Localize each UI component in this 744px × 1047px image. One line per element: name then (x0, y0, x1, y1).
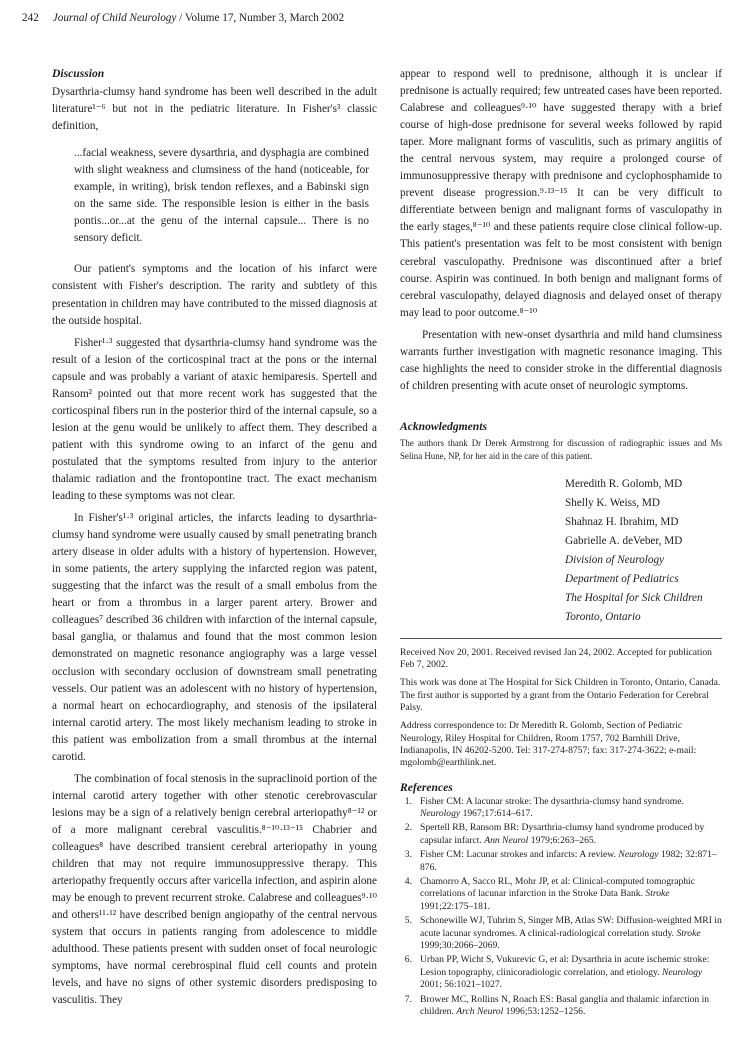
affiliation-line: Toronto, Ontario (565, 610, 641, 623)
reference-item: 3. Fisher CM: Lacunar strokes and infarcts: A review. Neurology 1982; 32:871–876. (404, 849, 717, 873)
discussion-paragraph-1: Our patient's symptoms and the location of his infarct were consistent with Fisher's description. The rarity and subtlety of this presentation in children may have contributed to the missed diagnosis at the outside hospital. (52, 263, 377, 327)
affiliation-line: Department of Pediatrics (565, 572, 679, 585)
discussion-intro: Dysarthria-clumsy hand syndrome has been well described in the adult literature¹⁻⁶ but not in the pediatric literature. In Fisher's³ classic definition, (52, 86, 377, 133)
fisher-quote: ...facial weakness, severe dysarthria, and dysphagia are combined with slight weakness and clumsiness of the hand (noticeable, for example, in writing), brisk tendon reflexes, and a Babinski sign on the same side. The responsible lesion is either in the basis pontis...or...at the genu of the internal capsule... There is no sensory deficit. (74, 147, 369, 245)
affiliation-line: The Hospital for Sick Children (565, 591, 703, 604)
discussion-paragraph-6: Presentation with new-onset dysarthria and mild hand clumsiness warrants further investigation with magnetic resonance imaging. This case highlights the need to consider stroke in the differential diagnosis of children presenting with acute onset of neurologic symptoms. (400, 328, 722, 392)
footnote-divider (400, 638, 722, 639)
author-name: Shahnaz H. Ibrahim, MD (565, 515, 679, 528)
correspondence-note: Address correspondence to: Dr Meredith R. Golomb, Section of Pediatric Neurology, Riley Hospital for Children, Room 1757, 702 Barnhill Drive, Indianapolis, IN 46202-5200. Tel: 317-274-8757; fax: 317-274-3622; e-mail: mgolomb@earthlink.net. (400, 720, 697, 769)
author-name: Meredith R. Golomb, MD (565, 477, 683, 490)
received-note: Received Nov 20, 2001. Received revised Jan 24, 2002. Accepted for publication Feb 7, 2002. (400, 646, 712, 671)
reference-item: 5. Schonewille WJ, Tuhrim S, Singer MB, Atlas SW: Diffusion-weighted MRI in acute lacunar syndromes. A clinical-radiological correlation study. Stroke 1999;30:2066–2069. (404, 915, 722, 952)
journal-title: Journal of Child Neurology (52, 12, 177, 24)
acknowledgments-text: The authors thank Dr Derek Armstrong for discussion of radiographic issues and Ms Selina Hune, NP, for her aid in the care of this patient. (400, 437, 722, 461)
discussion-paragraph-5: appear to respond well to prednisone, although it is unclear if prednisone is actually required; few untreated cases have been reported. Calabrese and colleagues⁹·¹⁰ have suggested therapy with a brief course of high-dose prednisone for several weeks followed by rapid taper. More malignant forms of vasculitis, such as primary angiitis of the central nervous system, may require a prolonged course of immunosuppressive therapy with prednisone and cyclophosphamide to prevent disease progression.⁹·¹³⁻¹⁵ It can be very difficult to differentiate between benign and malignant forms of vasculopathy in the early stages,⁸⁻¹⁰ and these patients require close clinical follow-up. This patient's presentation was felt to be most consistent with benign cerebral vasculopathy. Prednisone was discontinued after a brief course. Aspirin was continued. In both benign and malignant forms of cerebral vasculopathy, delayed diagnosis and delayed onset of therapy may lead to poor outcome.⁸⁻¹⁰ (400, 68, 722, 319)
journal-issue: / Volume 17, Number 3, March 2002 (176, 12, 345, 24)
acknowledgments-heading: Acknowledgments (400, 419, 487, 433)
reference-item: 4. Chamorro A, Sacco RL, Mohr JP, et al: Clinical-computed tomographic correlations of lacunar infarction in the Stroke Data Bank. Stroke 1991;22:175–181. (404, 876, 695, 912)
discussion-paragraph-2: Fisher¹·³ suggested that dysarthria-clumsy hand syndrome was the result of a lesion of the corticospinal tract at the pons or the internal capsule and was probably a variant of ataxic hemiparesis. Spertell and Ransom² pointed out that more recent work has suggested that the corticospinal fibers run in the posterior third of the internal capsule, so a lesion at the genu would be unlikely to affect them. They described a patient with this syndrome owing to an infarct of the genu and postulated that the symptoms resulted from injury to the anterior thalamic radiation and the frontopontine tract. The exact mechanism leading to these symptoms was not clear. (52, 336, 377, 503)
running-header (22, 12, 344, 24)
support-note: This work was done at The Hospital for Sick Children in Toronto, Ontario, Canada. The first author is supported by a grant from the Ontario Federation for Cerebral Palsy. (400, 677, 721, 714)
left-column (52, 66, 377, 1009)
reference-list (400, 796, 722, 1019)
discussion-paragraph-3: In Fisher's¹·³ original articles, the infarcts leading to dysarthria-clumsy hand syndrome were usually caused by small penetrating branch artery disease in older adults with a history of hypertension. However, in some patients, the artery supplying the infarcted region was patent, suggesting that the infarct was the result of a small embolus from the heart or from a thrombus in a larger parent artery. Brower and colleagues⁷ described 36 children with infarction of the internal capsule, basal ganglia, or thalamus and found that the most common lesion demonstrated on magnetic resonance angiography was a large vessel occlusion with secondary occlusion of downstream small penetrating vessels. Our patient was an adolescent with no history of hypertension, a normal heart on echocardiography, and stenosis of the ipsilateral internal carotid artery. The most likely mechanism leading to stroke in this patient was embolization from a small thrombus at the internal carotid. (52, 512, 377, 763)
author-name: Gabrielle A. deVeber, MD (565, 534, 683, 547)
author-block (565, 475, 722, 627)
page-number: 242 (22, 12, 39, 24)
author-name: Shelly K. Weiss, MD (565, 496, 660, 509)
reference-item: 2. Spertell RB, Ransom BR: Dysarthria-clumsy hand syndrome produced by capsular infarct. Ann Neurol 1979;6:263–265. (404, 822, 705, 846)
discussion-heading: Discussion (52, 67, 105, 80)
reference-item: 7. Brower MC, Rollins N, Roach ES: Basal ganglia and thalamic infarction in children. Arch Neurol 1996;53:1252–1256. (404, 993, 710, 1018)
reference-item: 1. Fisher CM: A lacunar stroke: The dysarthria-clumsy hand syndrome. Neurology 1967;17:614–617. (404, 795, 684, 819)
discussion-paragraph-4: The combination of focal stenosis in the supraclinoid portion of the internal carotid artery together with other stenotic cerebrovascular lesions may be a sign of a relatively benign cerebral arteriopathy⁸⁻¹² or of a more malignant cerebral vasculitis.⁸⁻¹⁰·¹³⁻¹⁵ Chabrier and colleagues⁸ have described transient cerebral arteriopathy in young children that may not require immunosuppressive therapy. This arteriopathy frequently occurs after varicella infection, and aspirin alone may be enough to prevent recurrent stroke. Calabrese and colleagues⁹·¹⁰ and others¹¹·¹² have described benign angiopathy of the central nervous system that occurs in patients ranging from adolescence to middle adulthood. These patients present with sudden onset of focal neurologic symptoms, have normal cerebrospinal fluid cell counts and protein levels, and have no signs of other systemic disorders predisposing to vasculitis. They (52, 772, 377, 1007)
references-heading: References (400, 780, 453, 794)
reference-item: 6. Urban PP, Wicht S, Vukurevic G, et al: Dysarthria in acute ischemic stroke: Lesion topography, clinicoradiologic correlation, and etiology. Neurology 2001; 56:1021–1027. (404, 954, 710, 991)
affiliation-line: Division of Neurology (565, 553, 665, 566)
right-column (400, 66, 722, 1020)
